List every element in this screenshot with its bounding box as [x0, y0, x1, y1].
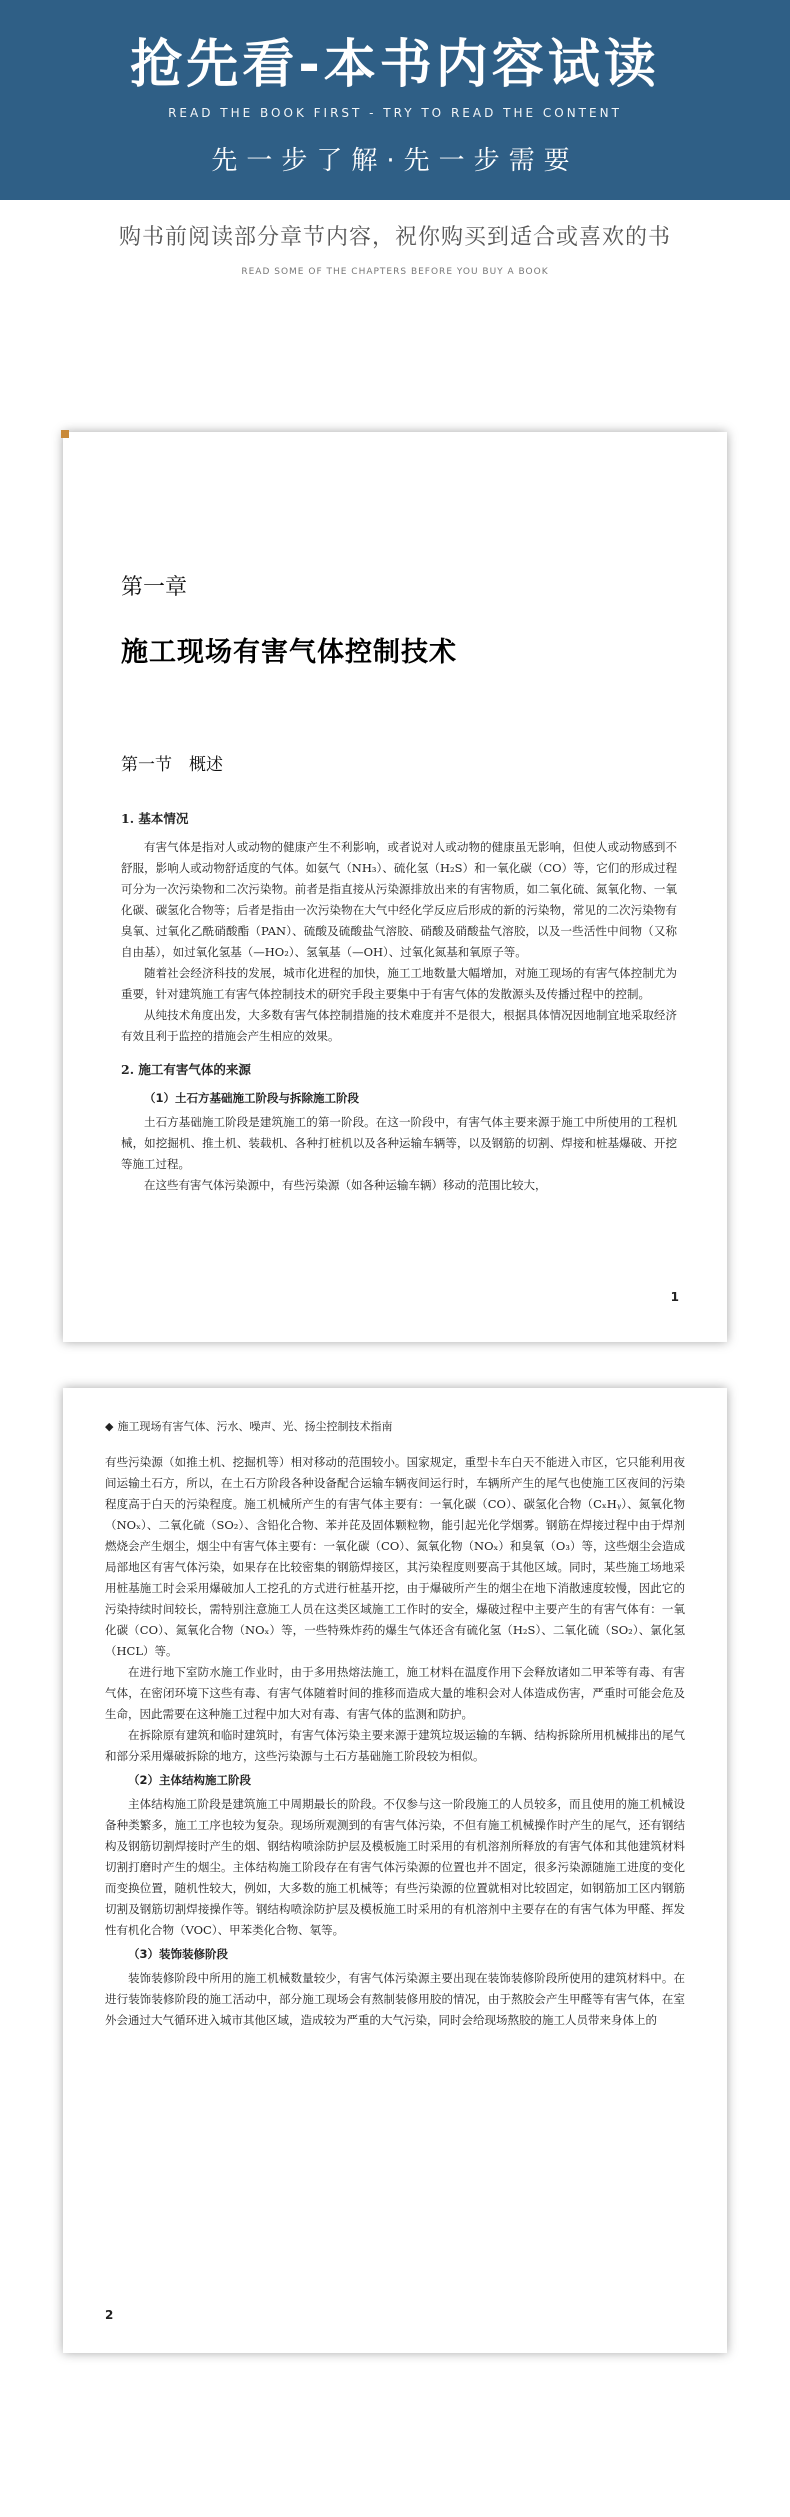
heading-stage-3: （3）装饰装修阶段 — [128, 1947, 229, 1961]
heading-stage-1: （1）土石方基础施工阶段与拆除施工阶段 — [144, 1091, 359, 1105]
page-number: 2 — [105, 2308, 114, 2322]
section-title: 第一节 概述 — [121, 755, 223, 775]
heading-stage-2: （2）主体结构施工阶段 — [128, 1773, 252, 1787]
paragraph: 主体结构施工阶段是建筑施工中周期最长的阶段。不仅参与这一阶段施工的人员较多，而且使用的施工机械设备种类繁多，施工工序也较为复杂。现场所观测到的有害气体污染，不但有施工机械操作时产生的尾气，还有钢结构及钢筋切割焊接时产生的烟、钢结构喷涂防护层及模板施工时采用的有机溶剂所释放的有害气体和其他建筑材料切割打磨时产生的烟尘。主体结构施工阶段存在有害气体污染源的位置也并不固定，很多污染源随施工进度的变化而变换位置，随机性较大，例如，大多数的施工机械等；有些污染源的位置就相对比较固定，如钢筋加工区内钢筋切割及钢筋切割焊接操作等。钢结构喷涂防护层及模板施工时采用的有机溶剂中主要存在的有害气体为甲醛、挥发性有机化合物（VOC）、甲苯类化合物、氡等。 — [105, 1797, 685, 1937]
paragraph: 在进行地下室防水施工作业时，由于多用热熔法施工，施工材料在温度作用下会释放诸如二甲苯等有毒、有害气体，在密闭环境下这些有毒、有害气体随着时间的推移而造成大量的堆积会对人体造成伤害，严重时可能会危及生命，因此需要在这种施工过程中加大对有毒、有害气体的监测和防护。 — [105, 1665, 685, 1721]
heading-source: 2. 施工有害气体的来源 — [121, 1062, 251, 1077]
top-banner — [0, 0, 790, 200]
book-page-1 — [63, 432, 727, 1342]
page-number: 1 — [670, 1290, 679, 1304]
running-head-text: 施工现场有害气体、污水、噪声、光、扬尘控制技术指南 — [117, 1420, 393, 1433]
paragraph: 有些污染源（如推土机、挖掘机等）相对移动的范围较小。国家规定，重型卡车白天不能进入市区，它只能利用夜间运输土石方，所以，在土石方阶段各种设备配合运输车辆夜间运行时，车辆所产生的尾气也使施工区夜间的污染程度高于白天的污染程度。施工机械所产生的有害气体主要有：一氧化碳（CO）、碳氢化合物（CₓHᵧ）、氮氧化物（NOₓ）、二氧化硫（SO₂）、含铅化合物、苯并芘及固体颗粒物，能引起光化学烟雾。钢筋在焊接过程中由于焊剂燃烧会产生烟尘，烟尘中有害气体主要有：一氧化碳（CO）、氮氧化物（NOₓ）和臭氧（O₃）等，这些烟尘会造成局部地区有害气体污染，如果存在比较密集的钢筋焊接区，其污染程度则要高于其他区域。同时，某些施工场地采用桩基施工时会采用爆破加人工挖孔的方式进行桩基开挖，由于爆破所产生的烟尘在地下消散速度较慢，因此它的污染持续时间较长，需特别注意施工人员在这类区域施工工作时的安全，爆破过程中主要产生的有害气体有：一氧化碳（CO）、氮氧化合物（NOₓ）等，一些特殊炸药的爆生气体还含有硫化氢（H₂S）、二氧化硫（SO₂）、氯化氢（HCL）等。 — [105, 1455, 685, 1658]
paragraph: 土石方基础施工阶段是建筑施工的第一阶段。在这一阶段中，有害气体主要来源于施工中所使用的工程机械，如挖掘机、推土机、装载机、各种打桩机以及各种运输车辆等，以及钢筋的切割、焊接和桩基爆破、开挖等施工过程。 — [121, 1115, 677, 1171]
paragraph: 有害气体是指对人或动物的健康产生不利影响，或者说对人或动物的健康虽无影响，但使人或动物感到不舒服，影响人或动物舒适度的气体。如氨气（NH₃）、硫化氢（H₂S）和一氧化碳（CO）等，它们的形成过程可分为一次污染物和二次污染物。前者是指直接从污染源排放出来的有害物质，如二氧化硫、氮氧化物、一氧化碳、碳氢化合物等；后者是指由一次污染物在大气中经化学反应后形成的新的污染物，常见的二次污染物有臭氧、过氧化乙酰硝酸酯（PAN）、硫酸及硫酸盐气溶胶、硝酸及硝酸盐气溶胶，以及一些活性中间物（又称自由基），如过氧化氢基（—HO₂）、氢氧基（—OH）、过氧化氮基和氧原子等。 — [121, 840, 677, 959]
diamond-icon: ◆ — [105, 1420, 114, 1433]
paragraph: 装饰装修阶段中所用的施工机械数量较少，有害气体污染源主要出现在装饰装修阶段所使用的建筑材料中。在进行装饰装修阶段的施工活动中，部分施工现场会有熬制装修用胶的情况，由于熬胶会产生甲醛等有害气体，在室外会通过大气循环进入城市其他区域，造成较为严重的大气污染，同时会给现场熬胶的施工人员带来身体上的 — [105, 1971, 685, 2027]
page-corner-mark — [61, 430, 69, 438]
intro-text-en: READ SOME OF THE CHAPTERS BEFORE YOU BUY A BOOK — [241, 267, 549, 277]
paragraph: 随着社会经济科技的发展，城市化进程的加快，施工工地数量大幅增加，对施工现场的有害气体控制尤为重要，针对建筑施工有害气体控制技术的研究手段主要集中于有害气体的发散源头及传播过程中的控制。 — [121, 966, 677, 1001]
running-head — [105, 1418, 392, 1434]
banner-slogan: 先一步了解·先一步需要 — [211, 146, 579, 176]
intro-text-cn: 购书前阅读部分章节内容，祝你购买到适合或喜欢的书 — [118, 225, 671, 250]
page-2-body — [105, 1452, 685, 2031]
banner-subtitle-en: READ THE BOOK FIRST - TRY TO READ THE CONTENT — [168, 106, 622, 120]
book-page-2 — [63, 1388, 727, 2353]
chapter-number: 第一章 — [121, 575, 188, 600]
intro-block — [0, 220, 790, 277]
page-1-body — [121, 804, 677, 1196]
paragraph: 从纯技术角度出发，大多数有害气体控制措施的技术难度并不是很大，根据具体情况因地制宜地采取经济有效且利于监控的措施会产生相应的效果。 — [121, 1008, 677, 1043]
heading-basic: 1. 基本情况 — [121, 811, 189, 826]
paragraph: 在这些有害气体污染源中，有些污染源（如各种运输车辆）移动的范围比较大， — [144, 1178, 547, 1192]
banner-title: 抢先看-本书内容试读 — [130, 35, 660, 95]
chapter-title: 施工现场有害气体控制技术 — [121, 637, 457, 668]
paragraph: 在拆除原有建筑和临时建筑时，有害气体污染主要来源于建筑垃圾运输的车辆、结构拆除所用机械排出的尾气和部分采用爆破拆除的地方，这些污染源与土石方基础施工阶段较为相似。 — [105, 1728, 685, 1763]
